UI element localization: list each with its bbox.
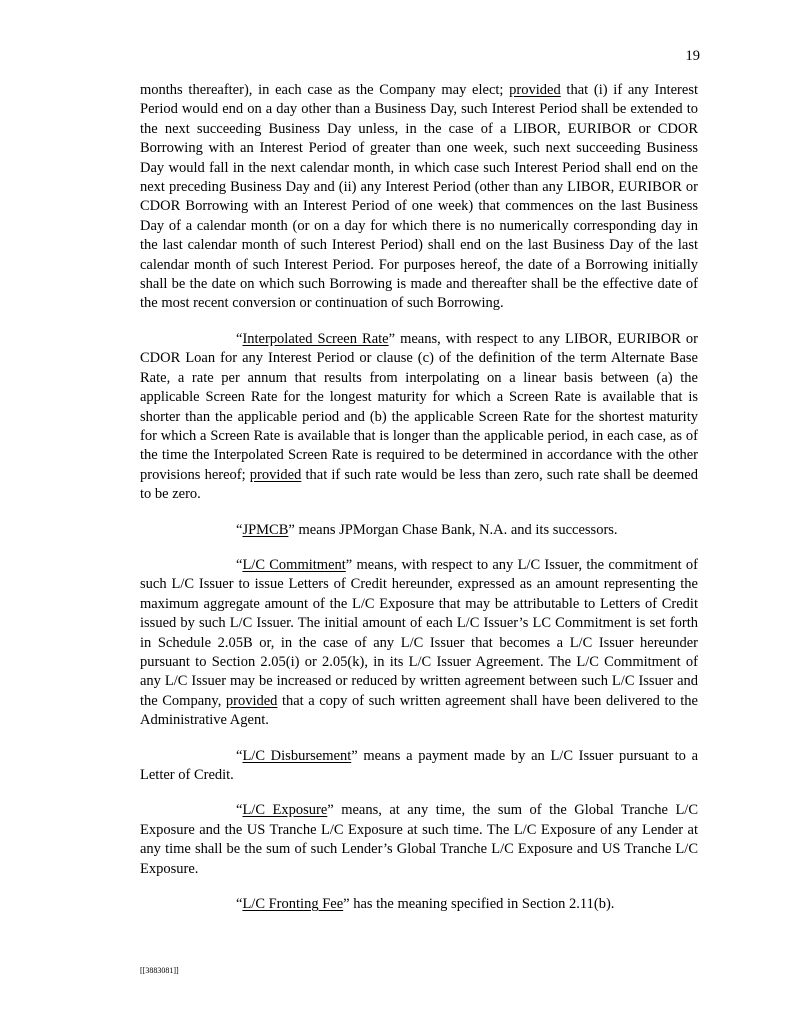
open-quote: “ <box>236 896 243 913</box>
text-run: ” means JPMorgan Chase Bank, N.A. and its successors. <box>288 521 618 538</box>
document-id-footer: [[3883081]] <box>140 966 179 975</box>
text-run: ” means, at any time, the sum of the Global Tranche L/C Exposure and the US Tranche L/C Exposure at such time. The L/C Exposure of any Lender at any time shall be the sum of such Lender’s Global Tranche L/C Exposure and US Tranche L/C Exposure. <box>140 802 699 877</box>
definition-interpolated-screen-rate <box>140 330 698 505</box>
provided-term: provided <box>249 466 302 483</box>
open-quote: “ <box>236 556 243 573</box>
text-run: that (i) if any Interest Period would end on a day other than a Business Day, such Interest Period shall be extended to the next succeeding Business Day unless, in the case of a LIBOR, EURIBOR or CDOR Borrowing with an Interest Period of greater than one week, such next succeeding Business Day would fall in the next calendar month, in which case such Interest Period shall end on the next preceding Business Day and (ii) any Interest Period (other than any LIBOR, EURIBOR or CDOR Borrowing with an Interest Period of one week) that commences on the last Business Day of a calendar month (or on a day for which there is no numerically corresponding day in the last calendar month of such Interest Period) shall end on the last Business Day of the last calendar month of such Interest Period. For purposes hereof, the date of a Borrowing initially shall be the date on which such Borrowing is made and thereafter shall be the effective date of the most recent conversion or continuation of such Borrowing. <box>140 82 698 312</box>
defined-term: JPMCB <box>242 521 289 538</box>
provided-term: provided <box>509 82 561 98</box>
text-run: ” means, with respect to any L/C Issuer, the commitment of such L/C Issuer to issue Letters of Credit hereunder, expressed as an amount representing the maximum aggregate amount of the L/C Exposure that may be attributable to Letters of Credit issued by such L/C Issuer. The initial amount of each L/C Issuer’s LC Commitment is set forth in Schedule 2.05B or, in the case of any L/C Issuer that becomes a L/C Issuer hereunder pursuant to Section 2.05(i) or 2.05(k), in its L/C Issuer Agreement. The L/C Commitment of any L/C Issuer may be increased or reduced by written agreement between such L/C Issuer and the Company, <box>140 556 698 709</box>
definition-lc-commitment <box>140 556 698 731</box>
text-run: that a copy of such written agreement shall have been delivered to the Administrative Agent. <box>140 692 698 729</box>
definition-lc-fronting-fee <box>140 895 698 914</box>
text-run: ” has the meaning specified in Section 2.11(b). <box>343 896 615 913</box>
defined-term: L/C Disbursement <box>242 747 352 764</box>
open-quote: “ <box>236 521 243 538</box>
text-run: ” means a payment made by an L/C Issuer pursuant to a Letter of Credit. <box>140 747 699 783</box>
text-run: that if such rate would be less than zero, such rate shall be deemed to be zero. <box>140 466 698 503</box>
defined-term: Interpolated Screen Rate <box>242 330 389 347</box>
page-number: 19 <box>685 48 700 64</box>
defined-term: L/C Commitment <box>242 556 346 573</box>
provided-term: provided <box>225 692 278 709</box>
interest-period-continuation-paragraph <box>140 81 698 314</box>
open-quote: “ <box>236 802 243 819</box>
defined-term: L/C Exposure <box>242 802 328 819</box>
open-quote: “ <box>236 747 243 764</box>
definition-jpmcb <box>140 521 698 540</box>
definition-lc-exposure <box>140 801 698 879</box>
text-run: ” means, with respect to any LIBOR, EURIBOR or CDOR Loan for any Interest Period or clause (c) of the definition of the term Alternate Base Rate, a rate per annum that results from interpolating on a linear basis between (a) the applicable Screen Rate for the longest maturity for which a Screen Rate is available that is shorter than the applicable period and (b) the applicable Screen Rate for the shortest maturity for which a Screen Rate is available that is longer than the applicable period, in each case, as of the time the Interpolated Screen Rate is required to be determined in accordance with the other provisions hereof; <box>140 330 698 483</box>
definition-lc-disbursement <box>140 747 698 786</box>
defined-term: L/C Fronting Fee <box>242 896 344 913</box>
document-body <box>140 81 698 930</box>
text-run: months thereafter), in each case as the Company may elect; <box>140 82 510 98</box>
open-quote: “ <box>236 330 243 347</box>
